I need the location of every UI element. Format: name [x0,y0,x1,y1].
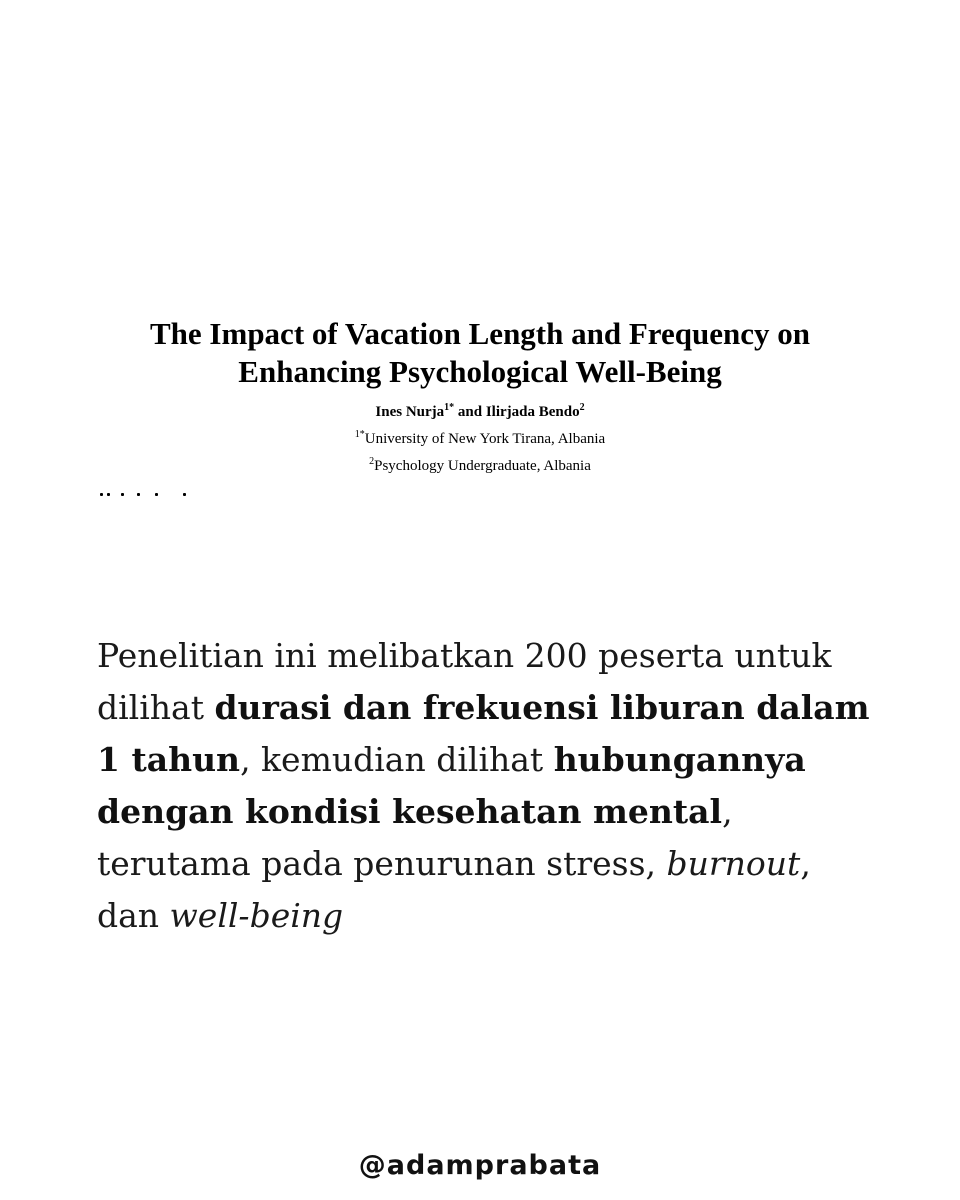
paper-title-line-2: Enhancing Psychological Well-Being [238,354,722,389]
caption-bold-1: durasi dan frekuensi liburan dalam 1 tahun [97,688,870,779]
paper-header-excerpt [0,300,960,475]
caption-italic-1: burnout [666,844,801,883]
cropped-abstract-heading-fragment [97,490,197,498]
paper-title [0,315,960,391]
author-2-superscript: 2 [579,402,585,413]
caption-paragraph [97,630,877,942]
affiliation-2 [0,457,960,475]
caption-text-4: , dan [97,844,811,935]
affiliation-1-superscript: 1* [354,429,365,440]
affiliation-2-text: Psychology Undergraduate, Albania [374,458,591,474]
caption-text-3: , terutama pada penurunan stress, [97,792,733,883]
affiliation-1 [0,430,960,448]
affiliation-2-superscript: 2 [369,456,375,467]
author-handle: @adamprabata [358,1150,602,1181]
paper-title-line-1: The Impact of Vacation Length and Frequency on [150,316,810,351]
author-2-name: Ilirjada Bendo [485,404,580,420]
author-1-superscript: 1* [444,402,455,413]
caption-italic-2: well-being [169,896,344,935]
paper-authors [0,403,960,421]
affiliation-1-text: University of New York Tirana, Albania [364,431,606,447]
caption-text-2: , kemudian dilihat [240,740,554,779]
author-conjunction: and [457,404,483,420]
caption-bold-2: hubungannya dengan kondisi kesehatan mental [97,740,806,831]
caption-text-1: Penelitian ini melibatkan 200 peserta untuk dilihat [97,636,832,727]
author-1-name: Ines Nurja [375,404,445,420]
